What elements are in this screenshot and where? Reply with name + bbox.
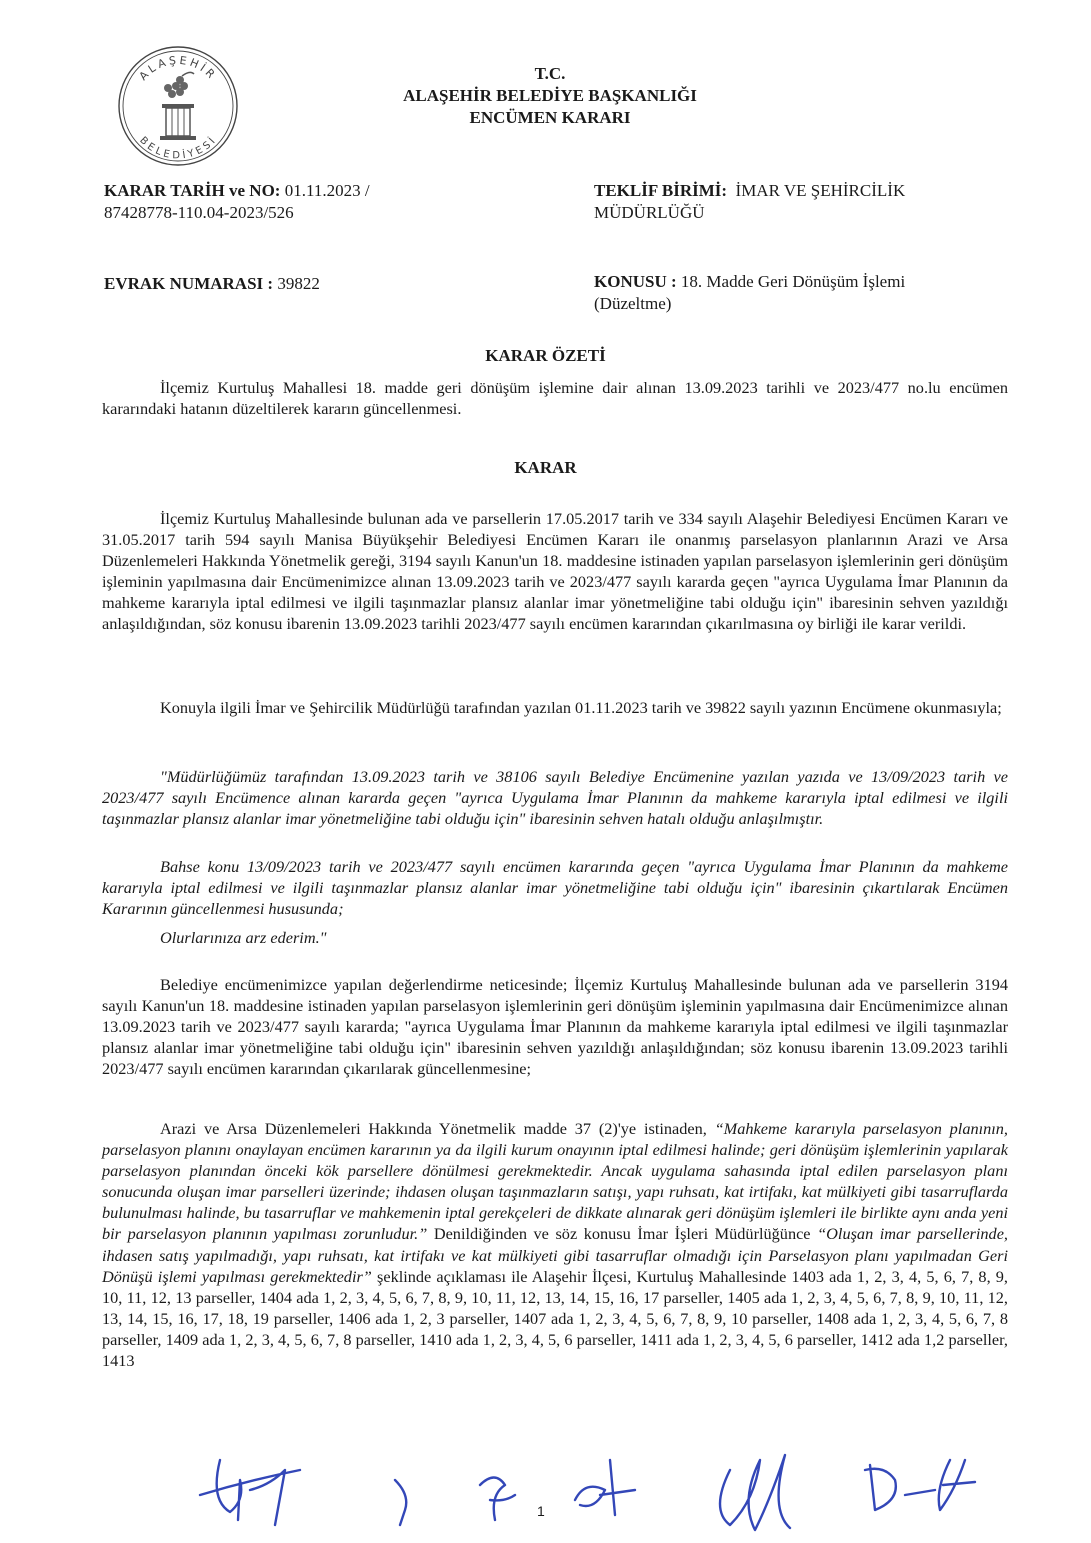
konu-block <box>594 271 905 315</box>
ozet-title: KARAR ÖZETİ <box>485 346 606 365</box>
p4-mid: Denildiğinden ve söz konusu İmar İşleri Müdürlüğünce <box>427 1224 818 1244</box>
evrak-value: 39822 <box>277 274 320 293</box>
page-number: 1 <box>537 1503 545 1519</box>
header-doc-type: ENCÜMEN KARARI <box>469 108 631 127</box>
seal-top-text: ALAŞEHİR <box>136 53 220 83</box>
signature-3 <box>460 1440 530 1530</box>
karar-paragraph-2: Konuyla ilgili İmar ve Şehircilik Müdürlüğü tarafından yazılan 01.11.2023 tarih ve 39822 sayılı yazının Encümene okunmasıyla; <box>160 698 1002 717</box>
teklif-value-cont: MÜDÜRLÜĞÜ <box>594 203 705 222</box>
header-tc: T.C. <box>534 64 566 83</box>
p4-directorate-quote: “Oluşan imar parsellerinde, ihdasen satış yapılmadığı, yapı ruhsatı, kat irtifakı ve kat mülkiyeti gibi tasarruflar olmadığı için Parselasyon planı yapılmadan Geri Dönüşü işlemi yapılması gerekmektedir” <box>102 1224 1008 1286</box>
signature-6 <box>855 1440 985 1530</box>
karar-number: 87428778-110.04-2023/526 <box>104 203 294 222</box>
signature-4 <box>565 1440 645 1530</box>
evrak-block <box>104 273 320 295</box>
p4-intro: Arazi ve Arsa Düzenlemeleri Hakkında Yönetmelik madde 37 (2)'ye istinaden, <box>160 1119 715 1138</box>
signature-5 <box>700 1440 810 1540</box>
karar-paragraph-1: İlçemiz Kurtuluş Mahallesinde bulunan ada ve parsellerin 17.05.2017 tarih ve 334 sayılı Alaşehir Belediyesi Encümen Kararı ve 31.05.2017 tarih 594 sayılı Manisa Büyükşehir Belediyesi Encümen Kararı ile onanmış parselasyon planlarının Arazi ve Arsa Düzenlemeleri Hakkında Yönetmelik gereği, 3194 sayılı Kanun'un 18. maddesine istinaden yapılan parselasyon işlemlerinin geri dönüşüm işleminin yapılmasına dair Encümenimizce alınan 13.09.2023 tarih ve 2023/477 sayılı kararda geçen "ayrıca Uygulama İmar Planının da mahkeme kararıyla iptal edilmesi ve ilgili taşınmazlar plansız alanlar imar yönetmeliğine tabi olduğu için" ibaresinin sehven yazıldığı anlaşıldığından, söz konusu ibarenin 13.09.2023 tarihli 2023/477 sayılı encümen kararından çıkarılmasına oy birliği ile karar verildi. <box>102 509 1008 634</box>
karar-paragraph-4 <box>102 1118 1008 1371</box>
karar-title: KARAR <box>514 458 577 477</box>
evrak-label: EVRAK NUMARASI : <box>104 274 274 293</box>
signature-1 <box>190 1440 310 1530</box>
p4-parcels: şeklinde açıklaması ile Alaşehir İlçesi, Kurtuluş Mahallesinde 1403 ada 1, 2, 3, 4, 5, 6, 7, 8, 9, 10, 11, 12, 13 parseller, 1404 ada 1, 2, 3, 4, 5, 6, 7, 8, 9, 10, 11, 12, 13, 14, 15, 16, 17 parseller, 1405 ada 1, 2, 3, 4, 5, 6, 7, 8, 9, 10, 11, 12, 13, 14, 15, 16, 17, 18, 19 parseller, 1406 ada 1, 2, 3 parseller, 1407 ada 1, 2, 3, 4, 5, 6, 7, 8, 9, 10 parseller, 1408 ada 1, 2, 3, 4, 5, 6, 7, 8 parseller, 1409 ada 1, 2, 3, 4, 5, 6, 7, 8 parseller, 1410 ada 1, 2, 3, 4, 5, 6 parseller, 1411 ada 1, 2, 3, 4, 5, 6 parseller, 1412 ada 1,2 parseller, 1413 <box>102 1266 1009 1371</box>
p4-regulation-quote: “Mahkeme kararıyla parselasyon planının, parselasyon planını onaylayan encümen kararının ya da ilgili kurum onayının iptal edilmesi halinde; geri dönüşüm işlemlerinin yapılarak parselasyon planından önceki kök parsellere dönülmesi gerekmektedir. Ancak uygulama sahasında iptal edilen parselasyon planı sonucunda oluşan imar parselleri üzerinde; ihdasen oluşan taşınmazların satışı, yapı ruhsatı, kat irtifakı, kat mülkiyeti gibi tasarruflarda bulunulması halinde, bu tasarruflar ve mahkemenin iptal gerekçeleri de dikkate alınarak geri dönüşüm işlemleri ile birlikte aynı anda yeni bir parselasyon planının yapılması zorunludur.” <box>102 1119 1008 1244</box>
konu-value-cont: (Düzeltme) <box>594 294 672 313</box>
karar-value: 01.11.2023 / <box>284 181 370 200</box>
karar-paragraph-3: Belediye encümenimizce yapılan değerlendirme neticesinde; İlçemiz Kurtuluş Mahallesinde bulunan ada ve parsellerin 3194 sayılı Kanun'un 18. maddesine istinaden yapılan parselasyon işlemlerinin geri dönüşüm işleminin yapılmasına dair Encümenimizce alınan 13.09.2023 tarih ve 2023/477 sayılı kararda; "ayrıca Uygulama İmar Planının da mahkeme kararıyla iptal edilmesi ve ilgili taşınmazlar plansız alanlar imar yönetmeliğine tabi olduğu için" ibaresinin sehven yazıldığı anlaşıldığından; söz konusu ibarenin 13.09.2023 tarihli 2023/477 sayılı encümen kararından çıkarılarak güncellenmesine; <box>102 975 1008 1079</box>
quote-closing: Olurlarınıza arz ederim." <box>160 928 327 947</box>
karar-tarih-block <box>104 180 370 224</box>
teklif-birimi-block <box>594 180 905 224</box>
teklif-label: TEKLİF BİRİMİ: <box>594 181 728 200</box>
quote-paragraph-1: "Müdürlüğümüz tarafından 13.09.2023 tarih ve 38106 sayılı Belediye Encümenine yazılan yazıda ve 13/09/2023 tarih ve 2023/477 sayılı Encümence alınan kararda geçen "ayrıca Uygulama İmar Planının da mahkeme kararıyla iptal edilmesi ve ilgili taşınmazlar plansız alanlar imar yönetmeliğine tabi olduğu için" ibaresinin sehven hatalı olduğu anlaşılmıştır. <box>102 767 1008 829</box>
karar-label: KARAR TARİH ve NO: <box>104 181 281 200</box>
header-institution: ALAŞEHİR BELEDİYE BAŞKANLIĞI <box>403 86 697 105</box>
konu-label: KONUSU : <box>594 272 677 291</box>
municipality-seal <box>116 44 240 168</box>
ozet-text: İlçemiz Kurtuluş Mahallesi 18. madde geri dönüşüm işlemine dair alınan 13.09.2023 tarihli ve 2023/477 no.lu encümen kararındaki hatanın düzeltilerek kararın güncellenmesi. <box>102 378 1008 419</box>
seal-bottom-text: BELEDİYESİ <box>137 134 219 162</box>
signature-2 <box>380 1440 440 1530</box>
konu-value: 18. Madde Geri Dönüşüm İşlemi <box>680 272 906 291</box>
quote-paragraph-2: Bahse konu 13/09/2023 tarih ve 2023/477 sayılı encümen kararında geçen "ayrıca Uygulama İmar Planının da mahkeme kararıyla iptal edilmesi ve ilgili taşınmazlar plansız alanlar imar yönetmeliğine tabi olduğu için" ibaresinin çıkartılarak Encümen Kararının güncellenmesi hususunda; <box>102 857 1008 919</box>
teklif-value: İMAR VE ŞEHİRCİLİK <box>735 181 906 200</box>
